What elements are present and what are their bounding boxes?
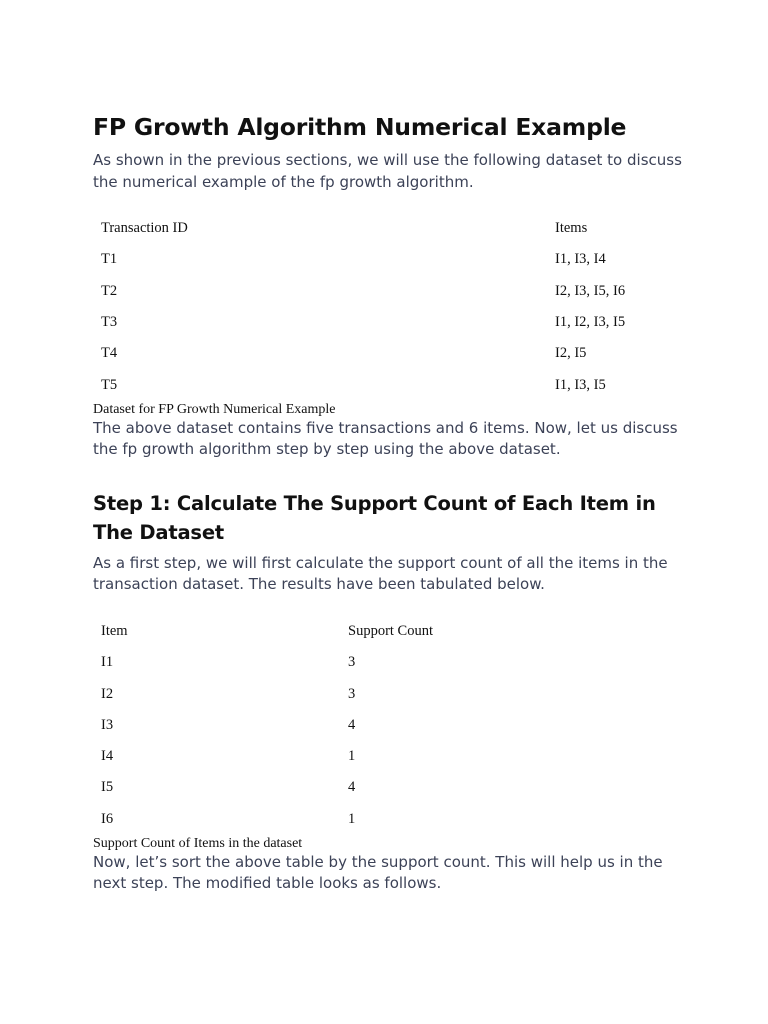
support-count-cell: 1 (348, 810, 356, 827)
transaction-id-cell: T5 (101, 376, 118, 393)
after-support-paragraph: Now, let’s sort the above table by the support count. This will help us in the next step. The modified table looks as follows. (93, 852, 663, 893)
transactions-table-caption: Dataset for FP Growth Numerical Example (93, 401, 336, 417)
header-item: Item (101, 622, 128, 639)
support-count-cell: 3 (348, 685, 356, 702)
support-count-cell: 3 (348, 654, 356, 671)
item-cell: I6 (101, 810, 114, 827)
transaction-id-cell: T1 (101, 251, 118, 268)
support-count-cell: 4 (348, 779, 356, 796)
items-cell: I1, I3, I5 (555, 376, 606, 393)
item-cell: I2 (101, 685, 114, 702)
items-cell: I2, I3, I5, I6 (555, 282, 626, 299)
table-row (93, 369, 683, 400)
item-cell: I5 (101, 779, 114, 796)
after-dataset-paragraph: The above dataset contains five transactions and 6 items. Now, let us discuss the fp growth algorithm step by step using the above dataset. (93, 418, 678, 459)
support-table-caption: Support Count of Items in the dataset (93, 835, 303, 851)
table-row (93, 804, 683, 835)
table-header-row (93, 213, 683, 244)
table-header-row (93, 616, 683, 647)
step1-heading: Step 1: Calculate The Support Count of Each Item in The Dataset (93, 491, 656, 544)
transactions-table (93, 213, 683, 401)
transaction-id-cell: T4 (101, 345, 118, 362)
table-row (93, 244, 683, 275)
table-row (93, 710, 683, 741)
item-cell: I3 (101, 716, 114, 733)
items-cell: I2, I5 (555, 345, 587, 362)
transaction-id-cell: T2 (101, 282, 118, 299)
intro-paragraph: As shown in the previous sections, we will use the following dataset to discuss the numerical example of the fp growth algorithm. (93, 151, 682, 191)
table-row (93, 647, 683, 678)
item-cell: I4 (101, 748, 114, 765)
table-row (93, 741, 683, 772)
support-count-cell: 4 (348, 716, 356, 733)
header-support-count: Support Count (348, 622, 433, 639)
article (93, 108, 683, 895)
step1-paragraph: As a first step, we will first calculate the support count of all the items in the transaction dataset. The results have been tabulated below. (93, 553, 668, 594)
items-cell: I1, I3, I4 (555, 251, 606, 268)
table-row (93, 338, 683, 369)
table-row (93, 276, 683, 307)
item-cell: I1 (101, 654, 114, 671)
table-row (93, 772, 683, 803)
header-items: Items (555, 220, 588, 237)
table-row (93, 307, 683, 338)
support-count-cell: 1 (348, 748, 356, 765)
header-transaction-id: Transaction ID (101, 220, 188, 237)
table-row (93, 678, 683, 709)
support-count-table (93, 616, 683, 835)
items-cell: I1, I2, I3, I5 (555, 314, 626, 331)
page-title: FP Growth Algorithm Numerical Example (93, 113, 627, 141)
transaction-id-cell: T3 (101, 314, 118, 331)
